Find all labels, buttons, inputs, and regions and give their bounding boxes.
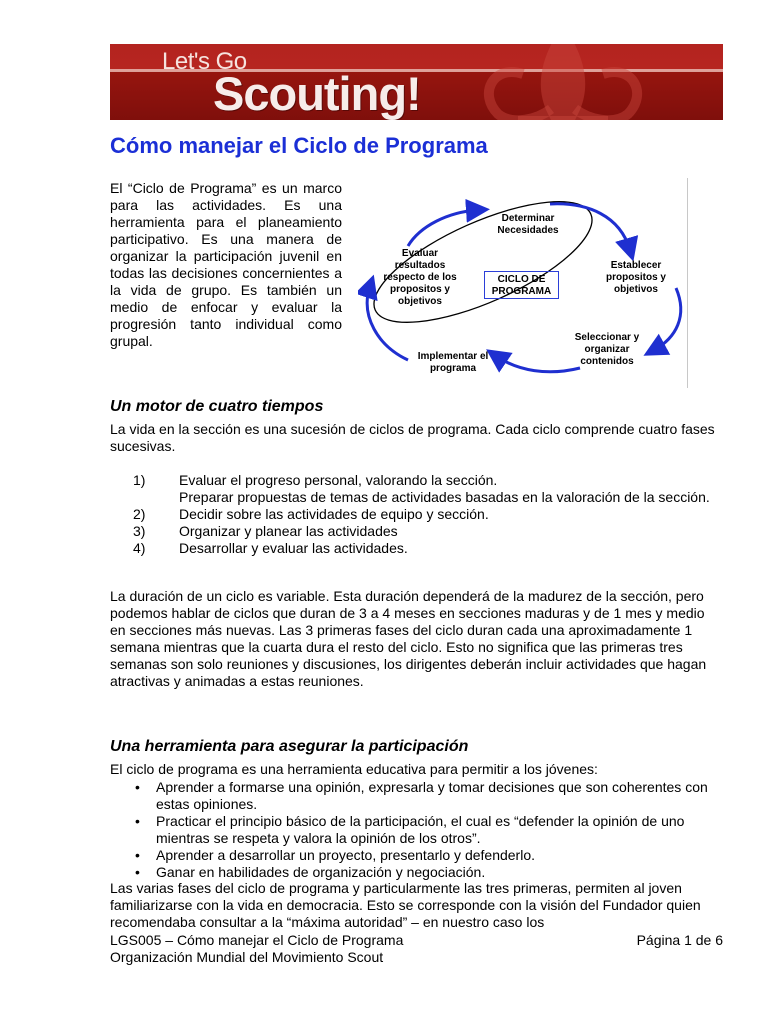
skills-bullet-list [110, 779, 720, 881]
lets-go-scouting-banner [110, 44, 723, 120]
page-footer [110, 932, 723, 949]
label-evaluar: Evaluar resultados respecto de los propositos y objetivos [383, 248, 457, 307]
list-item: 4) Desarrollar y evaluar las actividades. [133, 540, 408, 556]
list-item: 3) Organizar y planear las actividades [133, 523, 398, 539]
list-item: • Practicar el principio básico de la participación, el cual es “defender la opinión de uno mientras se respeta y valora la opinión de los otros”. [135, 813, 685, 846]
list-item: 1) Evaluar el progreso personal, valorando la sección. Preparar propuestas de temas de actividades basadas en la valoración de la sección. [133, 472, 710, 505]
list-item: • Aprender a formarse una opinión, expresarla y tomar decisiones que son coherentes con estas opiniones. [135, 779, 708, 812]
section1-heading: Un motor de cuatro tiempos [110, 398, 324, 415]
footer-doc-title: LGS005 – Cómo manejar el Ciclo de Programa [110, 932, 404, 948]
section1-paragraph-2: La duración de un ciclo es variable. Esta duración dependerá de la madurez de la sección, pero podemos hablar de ciclos que duran de 3 a 4 meses en secciones maduras y de 1 mes y medio en secciones más nuevas. Las 3 primeras fases del ciclo duran cada una aproximadamente 1 semana mientras que la cuarta dura el resto del ciclo. Esto no significa que las primeras tres semanas son solo reuniones y discusiones, los dirigentes deberán incluir actividades que hagan atractivas y animadas a estas reuniones. [110, 588, 707, 689]
banner-lets-go: Let's Go [162, 48, 247, 75]
program-cycle-diagram [358, 176, 694, 388]
section2-paragraph: El ciclo de programa es una herramienta educativa para permitir a los jóvenes: [110, 761, 598, 777]
arrow-establecer-seleccionar [654, 288, 681, 350]
banner-scouting: Scouting! [213, 67, 421, 120]
arrow-evaluar-determinar [408, 210, 478, 246]
list-item: • Ganar en habilidades de organización y negociación. [135, 864, 486, 880]
section1-paragraph: La vida en la sección es una sucesión de ciclos de programa. Cada ciclo comprende cuatro fases sucesivas. [110, 421, 715, 454]
section2-paragraph-2: Las varias fases del ciclo de programa y particularmente las tres primeras, permiten al joven familiarizarse con la vida en democracia. Esto se corresponde con la visión del Fundador quien recomendaba consultar a la “máxima autoridad” – en nuestro caso los [110, 880, 701, 930]
phases-list [110, 472, 720, 557]
footer-page-number: Página 1 de 6 [636, 932, 723, 948]
section2-heading: Una herramienta para asegurar la participación [110, 738, 469, 755]
list-item: 2) Decidir sobre las actividades de equipo y sección. [133, 506, 489, 522]
footer-organization: Organización Mundial del Movimiento Scout [110, 949, 384, 965]
label-establecer: Establecer propositos y objetivos [605, 260, 666, 295]
label-implementar: Implementar el programa [417, 351, 489, 374]
page-title: Cómo manejar el Ciclo de Programa [110, 133, 488, 158]
fleur-de-lis-watermark-icon [423, 44, 703, 120]
list-item: • Aprender a desarrollar un proyecto, presentarlo y defenderlo. [135, 847, 535, 863]
label-determinar: Determinar Necesidades [497, 213, 559, 236]
label-seleccionar: Seleccionar y organizar contenidos [574, 332, 640, 367]
label-ciclo-de-programa: CICLO DE PROGRAMA [484, 271, 559, 299]
intro-paragraph: El “Ciclo de Programa” es un marco para las actividades. Es una herramienta para el planeamiento participativo. Es una manera de organizar la participación juvenil en todas las decisiones concernientes a la vida de grupo. Es también un medio de enfocar y evaluar la progresión tanto individual como grupal. [110, 180, 342, 349]
